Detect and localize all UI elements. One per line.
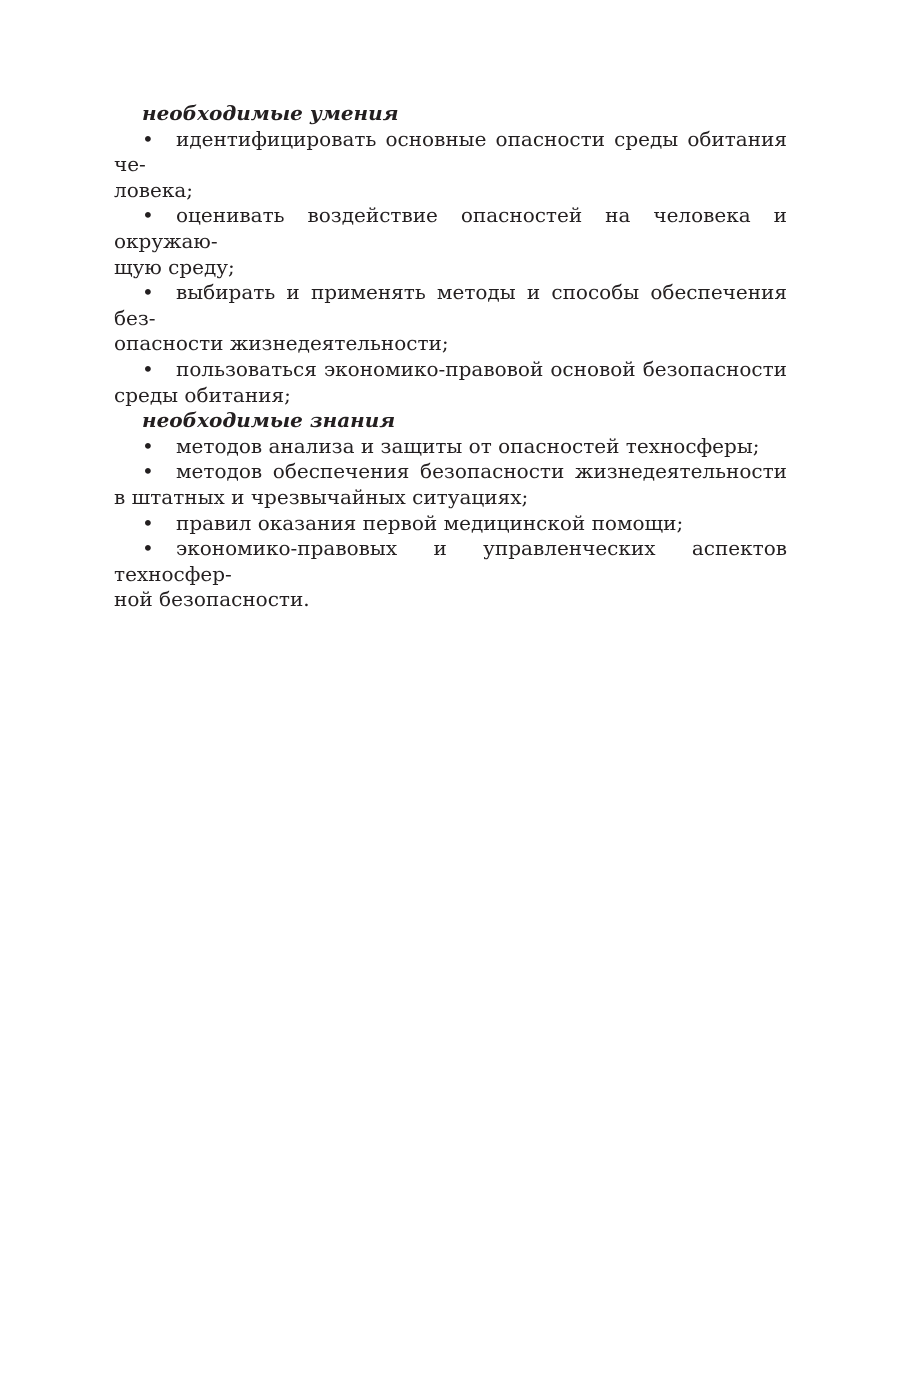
list-item-text-line1: методов обеспечения безопасности жизнедеятельности — [176, 459, 787, 484]
bullet: • — [142, 203, 154, 228]
list-item — [114, 434, 787, 460]
bullet: • — [142, 459, 154, 484]
bullet: • — [142, 536, 154, 561]
section-heading-skills: необходимые умения — [142, 101, 399, 125]
bullet: • — [142, 280, 154, 305]
list-item-text-line1: выбирать и применять методы и способы обеспечения без- — [114, 280, 787, 330]
list-item — [114, 511, 787, 537]
list-item-text-line1: идентифицировать основные опасности среды обитания че- — [114, 126, 787, 177]
bullet: • — [142, 126, 154, 151]
list-item — [114, 127, 787, 204]
section-heading-knowledge: необходимые знания — [142, 408, 396, 433]
bullet: • — [142, 433, 154, 458]
list-item-text-line1: правил оказания первой медицинской помощи; — [176, 510, 684, 535]
list-item-text-line1: экономико-правовых и управленческих аспектов техносфер- — [114, 536, 787, 586]
list-item — [114, 459, 787, 510]
list-item-text-line2: в штатных и чрезвычайных ситуациях; — [114, 484, 529, 509]
list-item-text-line2: ловека; — [114, 177, 194, 202]
list-item — [114, 357, 787, 408]
list-item-text-line1: методов анализа и защиты от опасностей техносферы; — [176, 433, 760, 458]
bullet: • — [142, 356, 154, 381]
list-item — [114, 280, 787, 357]
list-item-text-line1: пользоваться экономико-правовой основой безопасности — [176, 356, 787, 381]
list-item — [114, 536, 787, 613]
bullet: • — [142, 510, 154, 535]
list-item-text-line1: оценивать воздействие опасностей на человека и окружаю- — [114, 203, 787, 253]
list-item-text-line2: щую среду; — [114, 254, 235, 279]
document-page — [114, 101, 787, 613]
list-item-text-line2: ной безопасности. — [114, 587, 310, 612]
list-item — [114, 203, 787, 280]
list-item-text-line2: среды обитания; — [114, 382, 291, 407]
list-item-text-line2: опасности жизнедеятельности; — [114, 331, 449, 356]
